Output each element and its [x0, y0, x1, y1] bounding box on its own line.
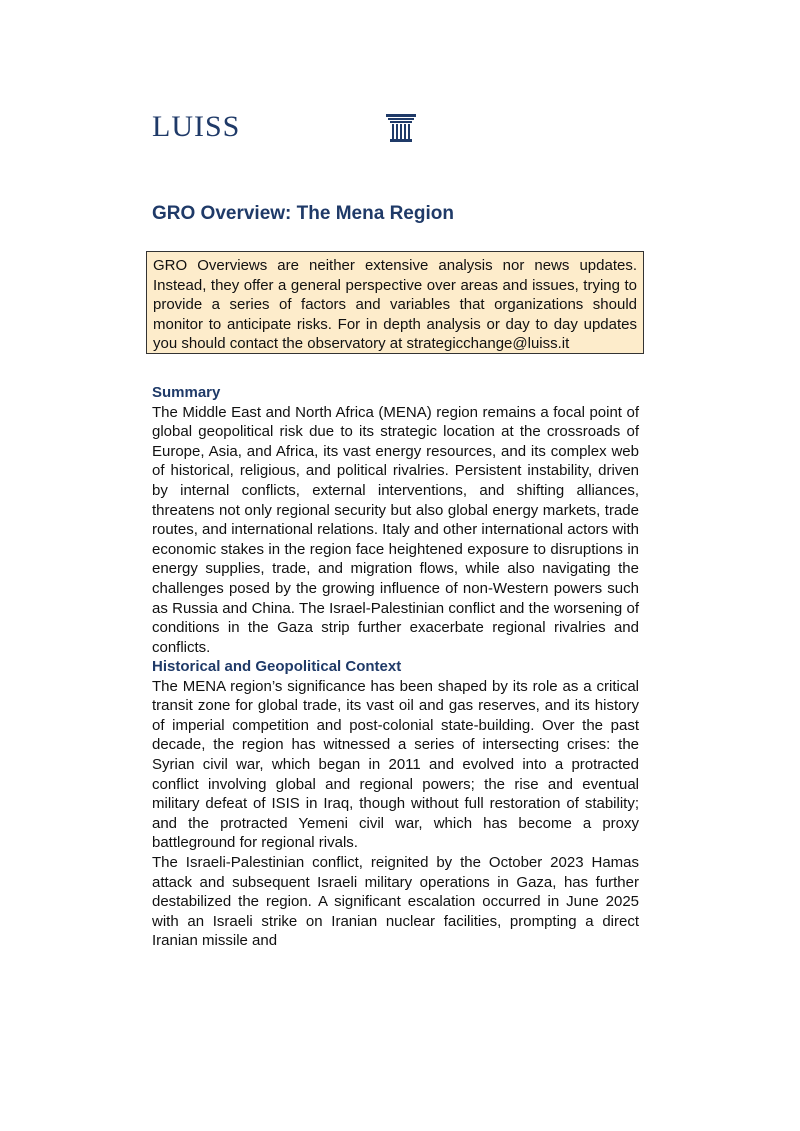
column-icon: [386, 114, 416, 142]
luiss-logo: LUISS: [152, 110, 241, 143]
summary-paragraph: The Middle East and North Africa (MENA) region remains a focal point of global geopolitical risk due to its strategic location at the crossroads of Europe, Asia, and Africa, its vast energy resources, and its complex web of historical, religious, and political rivalries. Persistent instability, driven by internal conflicts, external interventions, and shifting alliances, threatens not only regional security but also global energy markets, trade routes, and international relations. Italy and other international actors with economic stakes in the region face heightened exposure to disruptions in energy supplies, trade, and migration flows, while also navigating the challenges posed by the growing influence of non-Western powers such as Russia and China. The Israel-Palestinian conflict and the worsening of conditions in the Gaza strip further exacerbate regional rivalries and conflicts.: [152, 403, 639, 656]
summary-heading: Summary: [152, 384, 221, 401]
context-paragraph-1: The MENA region’s significance has been shaped by its role as a critical transit zone for global trade, its vast oil and gas reserves, and its history of imperial competition and post-colonial state-building. Over the past decade, the region has witnessed a series of intersecting crises: the Syrian civil war, which began in 2011 and evolved into a protracted conflict involving global and regional powers; the rise and eventual military defeat of ISIS in Iraq, though without full restoration of stability; and the protracted Yemeni civil war, which has become a proxy battleground for regional rivals.: [152, 677, 639, 852]
context-section: [152, 657, 639, 951]
disclaimer-text: GRO Overviews are neither extensive analysis nor news updates. Instead, they offer a general perspective over areas and issues, trying to provide a series of factors and variables that organizations should monitor to anticipate risks. For in depth analysis or day to day updates you should contact the observatory at strategicchange@luiss.it: [153, 257, 637, 353]
document-title: GRO Overview: The Mena Region: [152, 203, 454, 224]
disclaimer-box: [146, 251, 644, 354]
summary-section: [152, 383, 639, 657]
context-paragraph-2: The Israeli-Palestinian conflict, reignited by the October 2023 Hamas attack and subsequent Israeli military operations in Gaza, has further destabilized the region. A significant escalation occurred in June 2025 with an Israeli strike on Iranian nuclear facilities, prompting a direct Iranian missile and: [152, 853, 639, 950]
context-heading: Historical and Geopolitical Context: [152, 658, 402, 675]
